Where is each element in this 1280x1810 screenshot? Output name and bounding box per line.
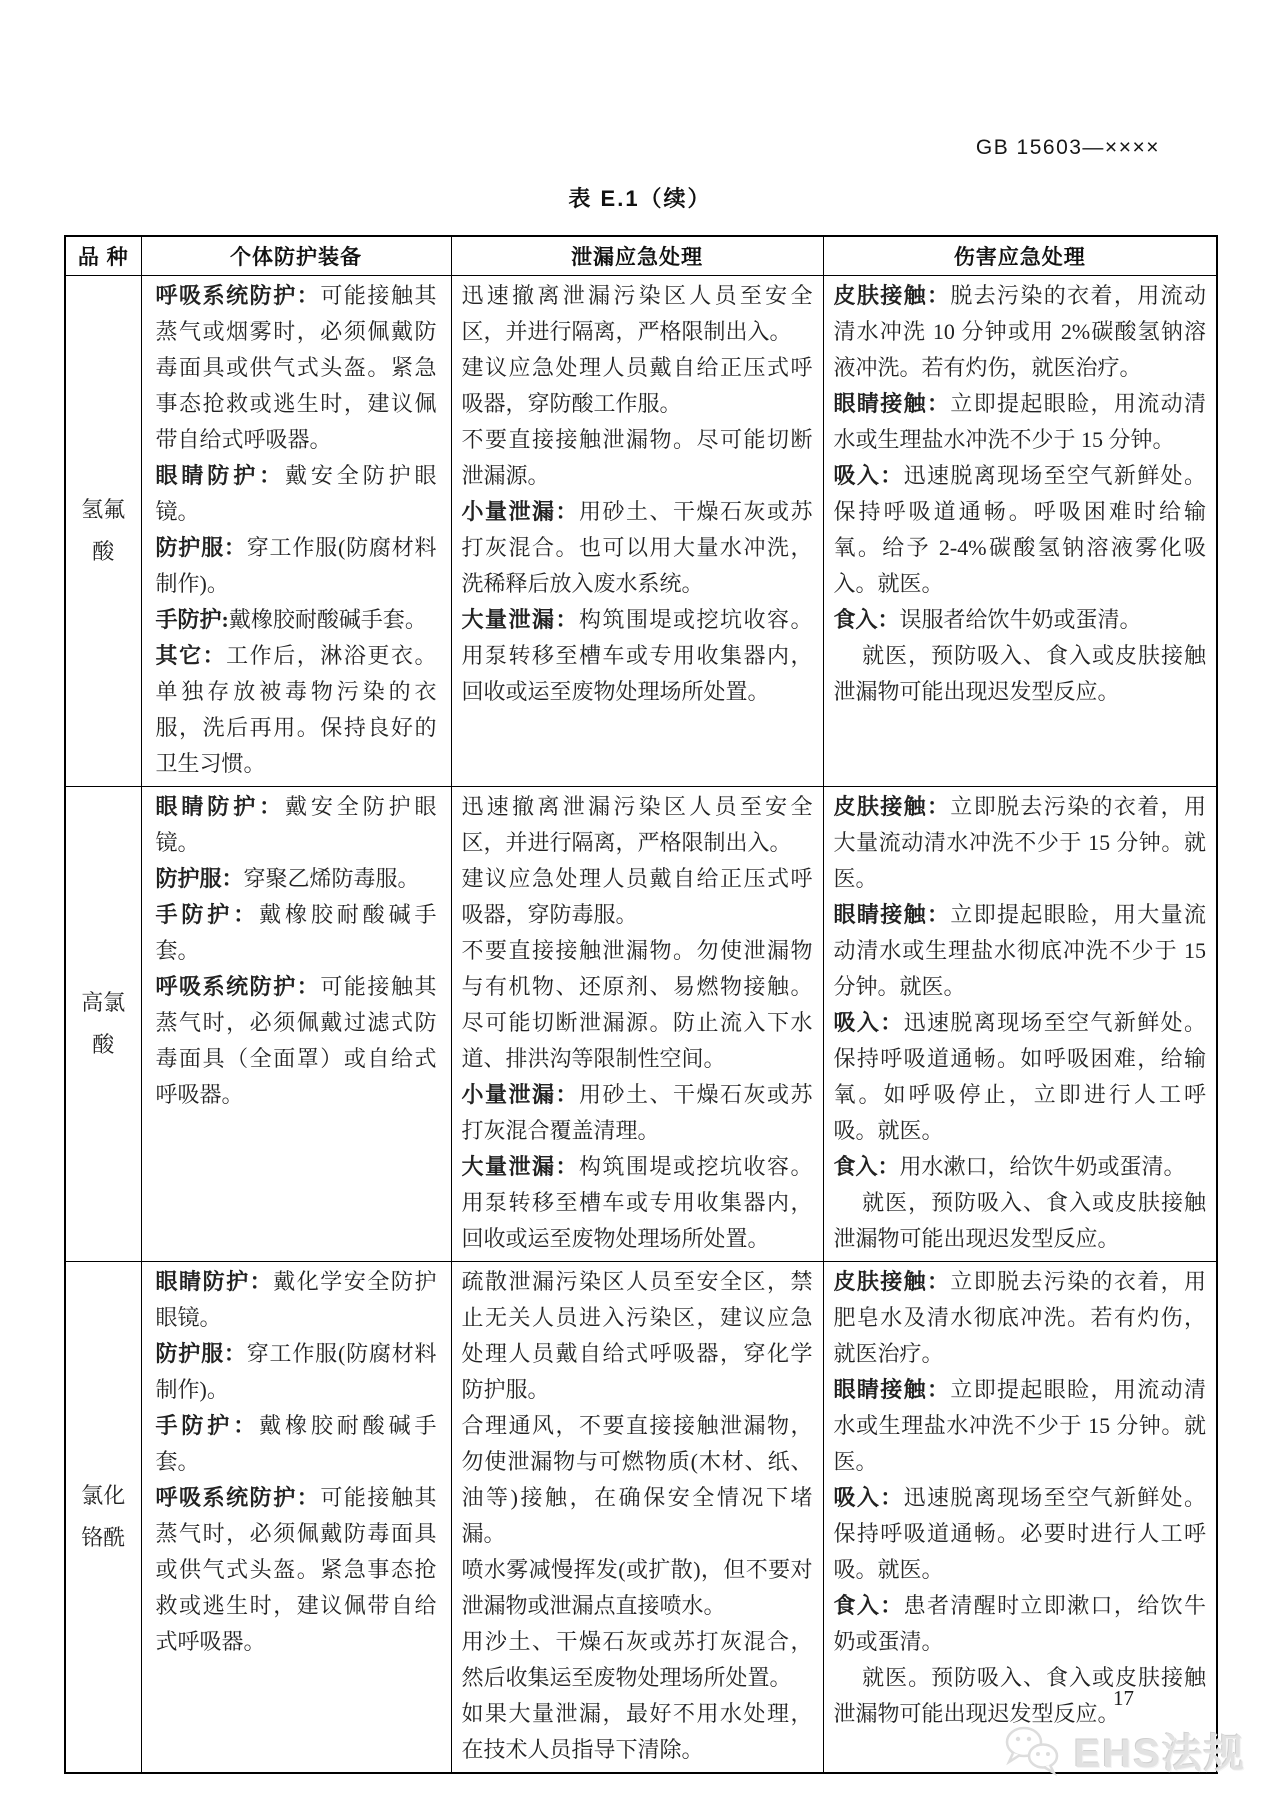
paragraph: 手防护:戴橡胶耐酸碱手套。 [155,607,427,632]
paragraph: 防护服：穿工作服(防腐材料制作)。 [155,535,437,596]
leak-cell [451,1262,823,1774]
paragraph: 食入：用水漱口，给饮牛奶或蛋清。 [833,1154,1186,1179]
injury-cell [823,276,1217,787]
paragraph: 眼睛防护：戴安全防护眼镜。 [155,794,437,855]
paragraph-label: 眼睛防护： [155,794,285,819]
column-header: 伤害应急处理 [823,236,1217,276]
paragraph-label: 吸入： [833,463,904,488]
wechat-bubbles-icon [1000,1723,1066,1779]
ppe-cell [141,787,451,1262]
page-title: 表 E.1（续） [568,186,712,211]
column-header: 品 种 [65,236,141,276]
paragraph: 如果大量泄漏，最好不用水处理，在技术人员指导下清除。 [461,1701,813,1762]
paragraph-label: 防护服： [155,1341,247,1366]
paragraph-label: 眼睛接触： [833,391,951,416]
paragraph: 手防护：戴橡胶耐酸碱手套。 [155,902,437,963]
paragraph: 防护服：穿聚乙烯防毒服。 [155,866,420,891]
paragraph-label: 皮肤接触： [833,794,951,819]
paragraph-label: 食入： [833,607,900,632]
paragraph-label: 食入： [833,1593,904,1618]
watermark [1000,1722,1246,1779]
paragraph: 食入：患者清醒时立即漱口，给饮牛奶或蛋清。 [833,1593,1206,1654]
paragraph-label: 眼睛接触： [833,902,951,927]
paragraph-label: 吸入： [833,1485,904,1510]
paragraph: 大量泄漏：构筑围堤或挖坑收容。用泵转移至槽车或专用收集器内，回收或运至废物处理场所处置。 [461,1154,813,1251]
paragraph: 迅速撤离泄漏污染区人员至安全区，并进行隔离，严格限制出入。 [461,794,813,855]
paragraph: 小量泄漏：用砂土、干燥石灰或苏打灰混合覆盖清理。 [461,1082,813,1143]
paragraph: 眼睛防护：戴安全防护眼镜。 [155,463,437,524]
paragraph: 防护服：穿工作服(防腐材料制作)。 [155,1341,437,1402]
substance-name: 氯化铬酰 [81,1483,126,1550]
paragraph: 呼吸系统防护：可能接触其蒸气或烟雾时，必须佩戴防毒面具或供气式头盔。紧急事态抢救或逃生时，建议佩带自给式呼吸器。 [155,283,437,452]
paragraph: 喷水雾减慢挥发(或扩散)，但不要对泄漏物或泄漏点直接喷水。 [461,1557,813,1618]
leak-cell [451,787,823,1262]
paragraph: 手防护：戴橡胶耐酸碱手套。 [155,1413,437,1474]
paragraph-label: 皮肤接触： [833,283,951,308]
substance-name: 高氯酸 [81,990,126,1057]
paragraph: 其它：工作后，淋浴更衣。单独存放被毒物污染的衣服，洗后再用。保持良好的卫生习惯。 [155,643,437,776]
paragraph-label: 呼吸系统防护： [155,974,321,999]
paragraph-label: 眼睛接触： [833,1377,951,1402]
substance-name-cell [65,787,141,1262]
paragraph: 呼吸系统防护：可能接触其蒸气时，必须佩戴防毒面具或供气式头盔。紧急事态抢救或逃生时，建议佩带自给式呼吸器。 [155,1485,437,1654]
paragraph-label: 手防护: [155,607,229,632]
header-row [65,236,1217,276]
paragraph: 吸入：迅速脱离现场至空气新鲜处。保持呼吸道通畅。呼吸困难时给输氧。给予 2-4%碳酸氢钠溶液雾化吸入。就医。 [833,463,1206,596]
paragraph: 眼睛接触：立即提起眼睑，用大量流动清水或生理盐水彻底冲洗不少于 15 分钟。就医。 [833,902,1206,999]
paragraph-label: 其它： [155,643,227,668]
paragraph: 眼睛接触：立即提起眼睑，用流动清水或生理盐水冲洗不少于 15 分钟。 [833,391,1206,452]
paragraph-label: 大量泄漏： [461,607,579,632]
paragraph-label: 小量泄漏： [461,499,579,524]
paragraph: 建议应急处理人员戴自给正压式呼吸器，穿防毒服。 [461,866,813,927]
paragraph: 吸入：迅速脱离现场至空气新鲜处。保持呼吸道通畅。必要时进行人工呼吸。就医。 [833,1485,1206,1582]
ppe-cell [141,1262,451,1774]
paragraph: 皮肤接触：脱去污染的衣着，用流动清水冲洗 10 分钟或用 2%碳酸氢钠溶液冲洗。若有灼伤，就医治疗。 [833,283,1206,380]
paragraph: 不要直接接触泄漏物。勿使泄漏物与有机物、还原剂、易燃物接触。尽可能切断泄漏源。防止流入下水道、排洪沟等限制性空间。 [461,938,813,1071]
paragraph-label: 手防护： [155,902,260,927]
table-row [65,276,1217,787]
paragraph: 合理通风，不要直接接触泄漏物，勿使泄漏物与可燃物质(木材、纸、油等)接触，在确保安全情况下堵漏。 [461,1413,813,1546]
ppe-cell [141,276,451,787]
paragraph: 眼睛接触：立即提起眼睑，用流动清水或生理盐水冲洗不少于 15 分钟。就医。 [833,1377,1206,1474]
injury-cell [823,1262,1217,1774]
paragraph: 就医，预防吸入、食入或皮肤接触泄漏物可能出现迟发型反应。 [833,1190,1206,1251]
paragraph-label: 眼睛防护： [155,463,285,488]
paragraph-label: 防护服： [155,866,244,891]
paragraph-label: 眼睛防护： [155,1269,274,1294]
column-header: 泄漏应急处理 [451,236,823,276]
paragraph-label: 手防护： [155,1413,260,1438]
substance-name: 氢氟酸 [81,497,126,564]
paragraph: 迅速撤离泄漏污染区人员至安全区，并进行隔离，严格限制出入。 [461,283,813,344]
paragraph: 眼睛防护：戴化学安全防护眼镜。 [155,1269,437,1330]
paragraph-label: 呼吸系统防护： [155,283,321,308]
paragraph: 食入：误服者给饮牛奶或蛋清。 [833,607,1142,632]
paragraph: 不要直接接触泄漏物。尽可能切断泄漏源。 [461,427,813,488]
substance-name-cell [65,276,141,787]
table-body [65,276,1217,1774]
paragraph: 呼吸系统防护：可能接触其蒸气时，必须佩戴过滤式防毒面具（全面罩）或自给式呼吸器。 [155,974,437,1107]
injury-cell [823,787,1217,1262]
paragraph: 建议应急处理人员戴自给正压式呼吸器，穿防酸工作服。 [461,355,813,416]
paragraph: 吸入：迅速脱离现场至空气新鲜处。保持呼吸道通畅。如呼吸困难，给输氧。如呼吸停止，立即进行人工呼吸。就医。 [833,1010,1206,1143]
column-header: 个体防护装备 [141,236,451,276]
paragraph-label: 食入： [833,1154,900,1179]
paragraph-label: 皮肤接触： [833,1269,951,1294]
paragraph-label: 大量泄漏： [461,1154,579,1179]
paragraph: 疏散泄漏污染区人员至安全区，禁止无关人员进入污染区，建议应急处理人员戴自给式呼吸器，穿化学防护服。 [461,1269,813,1402]
paragraph: 小量泄漏：用砂土、干燥石灰或苏打灰混合。也可以用大量水冲洗，洗稀释后放入废水系统。 [461,499,813,596]
hazard-table [64,235,1218,1774]
paragraph: 就医，预防吸入、食入或皮肤接触泄漏物可能出现迟发型反应。 [833,643,1206,704]
paragraph-label: 吸入： [833,1010,904,1035]
table-row [65,1262,1217,1774]
watermark-text: EHS法规 [1073,1732,1246,1776]
paragraph: 就医。预防吸入、食入或皮肤接触泄漏物可能出现迟发型反应。 [833,1665,1206,1726]
substance-name-cell [65,1262,141,1774]
table-row [65,787,1217,1262]
leak-cell [451,276,823,787]
paragraph: 皮肤接触：立即脱去污染的衣着，用大量流动清水冲洗不少于 15 分钟。就医。 [833,794,1206,891]
paragraph-label: 防护服： [155,535,247,560]
paragraph: 大量泄漏：构筑围堤或挖坑收容。用泵转移至槽车或专用收集器内，回收或运至废物处理场所处置。 [461,607,813,704]
doc-number: GB 15603—×××× [975,136,1160,159]
paragraph-label: 呼吸系统防护： [155,1485,321,1510]
paragraph: 皮肤接触：立即脱去污染的衣着，用肥皂水及清水彻底冲洗。若有灼伤，就医治疗。 [833,1269,1206,1366]
page-number: 17 [1113,1686,1134,1710]
paragraph-label: 小量泄漏： [461,1082,579,1107]
paragraph: 用沙土、干燥石灰或苏打灰混合，然后收集运至废物处理场所处置。 [461,1629,813,1690]
